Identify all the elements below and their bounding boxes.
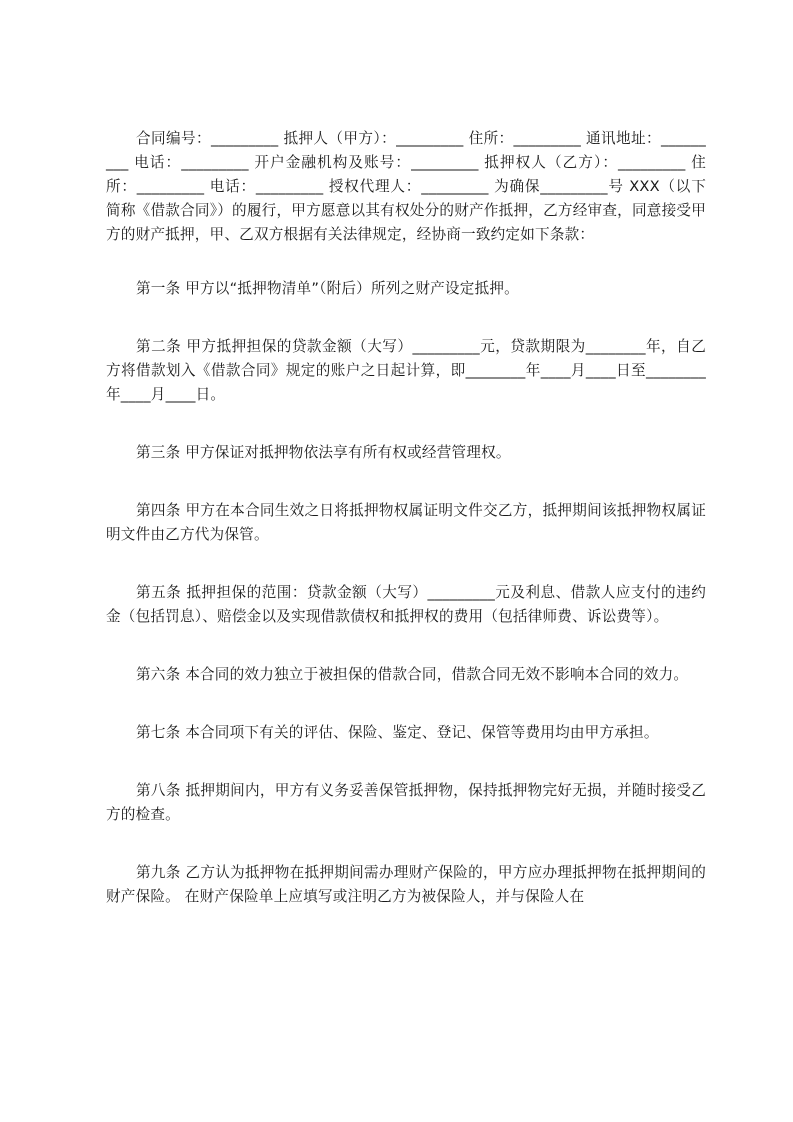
article-3: 第三条 甲方保证对抵押物依法享有所有权或经营管理权。 (136, 444, 511, 461)
article-5: 第五条 抵押担保的范围：贷款金额（大写）_________元及利息、借款人应支付的违约金（包括罚息）、赔偿金以及实现借款债权和抵押权的费用（包括律师费、诉讼费等）。 (106, 584, 706, 625)
contract-intro: 合同编号：_________ 抵押人（甲方）：_________ 住所：_________ 通讯地址：_________ 电话：_________ 开户金融机构及账号：_________ 抵押权人（乙方）：_________ 住所：_________ 电话：_________ 授权代理人：_________ 为确保_________号 XXX（以下简称《借款合同》）的履行，甲方愿意以其有权处分的财产作抵押，乙方经审查，同意接受甲方的财产抵押，甲、乙双方根据有关法律规定，经协商一致约定如下条款： (106, 130, 706, 243)
article-7: 第七条 本合同项下有关的评估、保险、鉴定、登记、保管等费用均由甲方承担。 (136, 724, 659, 741)
article-2: 第二条 甲方抵押担保的贷款金额（大写）_________元，贷款期限为________年，自乙方将借款划入《借款合同》规定的账户之日起计算，即________年____月____日至________年____月____日。 (106, 338, 706, 403)
contract-body (106, 127, 706, 943)
article-8: 第八条 抵押期间内，甲方有义务妥善保管抵押物，保持抵押物完好无损，并随时接受乙方的检查。 (106, 782, 706, 823)
article-1: 第一条 甲方以“抵押物清单”（附后）所列之财产设定抵押。 (136, 280, 519, 297)
article-9: 第九条 乙方认为抵押物在抵押期间需办理财产保险的，甲方应办理抵押物在抵押期间的财产保险。 在财产保险单上应填写或注明乙方为被保险人，并与保险人在 (106, 864, 706, 905)
article-6: 第六条 本合同的效力独立于被担保的借款合同，借款合同无效不影响本合同的效力。 (136, 666, 689, 683)
article-4: 第四条 甲方在本合同生效之日将抵押物权属证明文件交乙方，抵押期间该抵押物权属证明文件由乙方代为保管。 (106, 502, 706, 543)
